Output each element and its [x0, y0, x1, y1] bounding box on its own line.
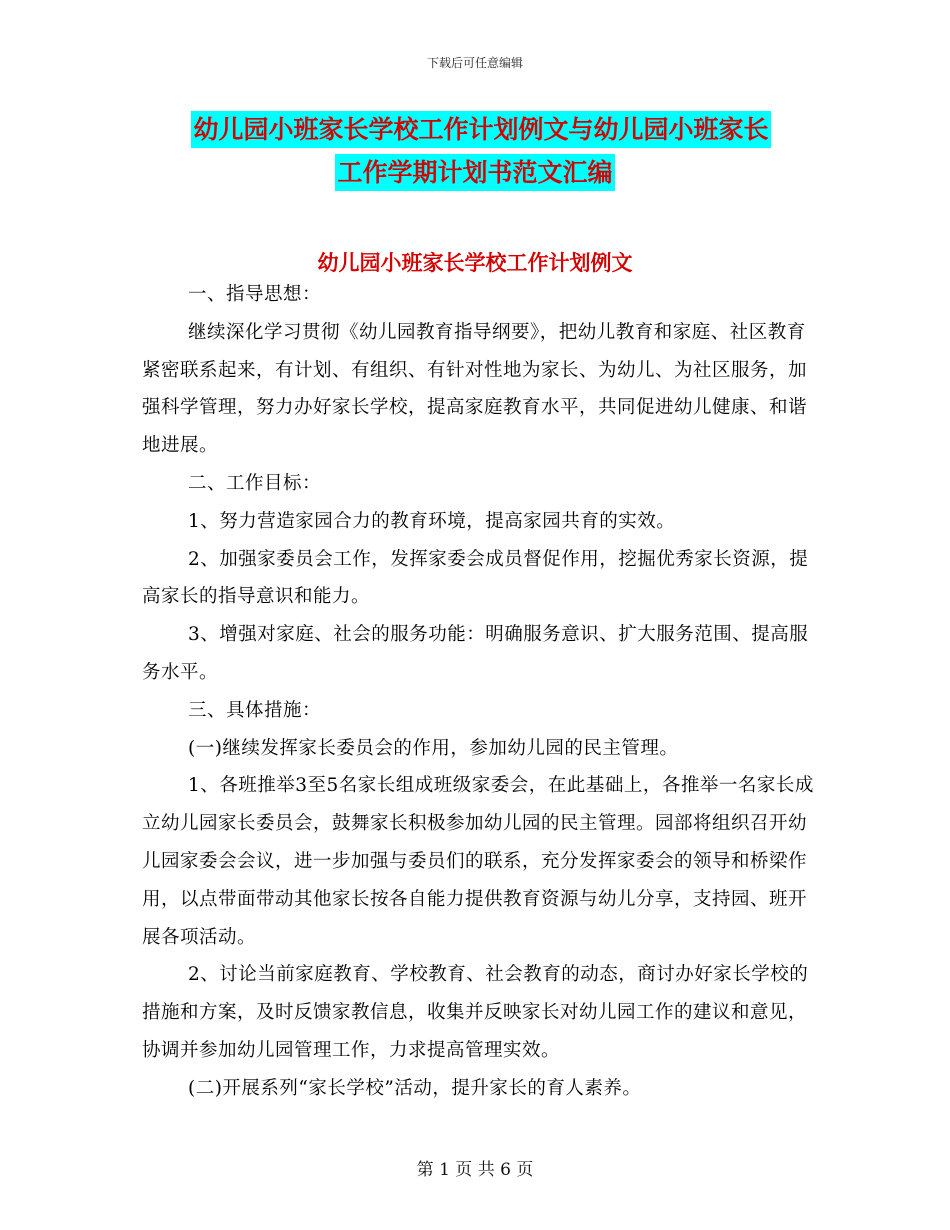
- document-title-line-2: [0, 158, 950, 188]
- page-number: 第 1 页 共 6 页: [416, 1160, 534, 1180]
- document-title-line-1: [6, 115, 950, 145]
- paragraph: 继续深化学习贯彻《幼儿园教育指导纲要》，把幼儿教育和家庭、社区教育紧密联系起来，有计划、有组织、有针对性地为家长、为幼儿、为社区服务，加强科学管理，努力办好家长学校，提高家庭教育水平，共同促进幼儿健康、和谐地进展。: [142, 321, 808, 457]
- paragraph-heading-2: 二、工作目标：: [188, 472, 322, 494]
- paragraph: 1、各班推举3至5名家长组成班级家委会，在此基础上，各推举一名家长成立幼儿园家长委员会，鼓舞家长积极参加幼儿园的民主管理。园部将组织召开幼儿园家委会会议，进一步加强与委员们的联系，充分发挥家委会的领导和桥梁作用，以点带面带动其他家长按各自能力提供教育资源与幼儿分享，支持园、班开展各项活动。: [142, 775, 814, 948]
- paragraph-heading-1: 一、指导思想：: [188, 284, 322, 305]
- document-body: [142, 276, 822, 1108]
- paragraph: 2、讨论当前家庭教育、学校教育、社会教育的动态，商讨办好家长学校的措施和方案，及时反馈家教信息，收集并反映家长对幼儿园工作的建议和意见，协调并参加幼儿园管理工作，力求提高管理实效。: [142, 964, 809, 1061]
- document-title-text-1: 幼儿园小班家长学校工作计划例文与幼儿园小班家长: [191, 111, 770, 148]
- document-title-text-2: 工作学期计划书范文汇编: [335, 154, 614, 191]
- paragraph-heading-3: 三、具体措施：: [188, 699, 322, 721]
- header-note: 下载后可任意编辑: [426, 56, 523, 70]
- paragraph: 3、增强对家庭、社会的服务功能：明确服务意识、扩大服务范围、提高服务水平。: [142, 624, 809, 683]
- section-title: 幼儿园小班家长学校工作计划例文: [317, 251, 633, 275]
- paragraph: 1、努力营造家园合力的教育环境，提高家园共育的实效。: [188, 510, 676, 532]
- paragraph: (一)继续发挥家长委员会的作用，参加幼儿园的民主管理。: [188, 737, 679, 759]
- paragraph: 2、加强家委员会工作，发挥家委会成员督促作用，挖掘优秀家长资源，提高家长的指导意识和能力。: [142, 548, 809, 608]
- paragraph: (二)开展系列“家长学校”活动，提升家长的育人素养。: [188, 1077, 642, 1099]
